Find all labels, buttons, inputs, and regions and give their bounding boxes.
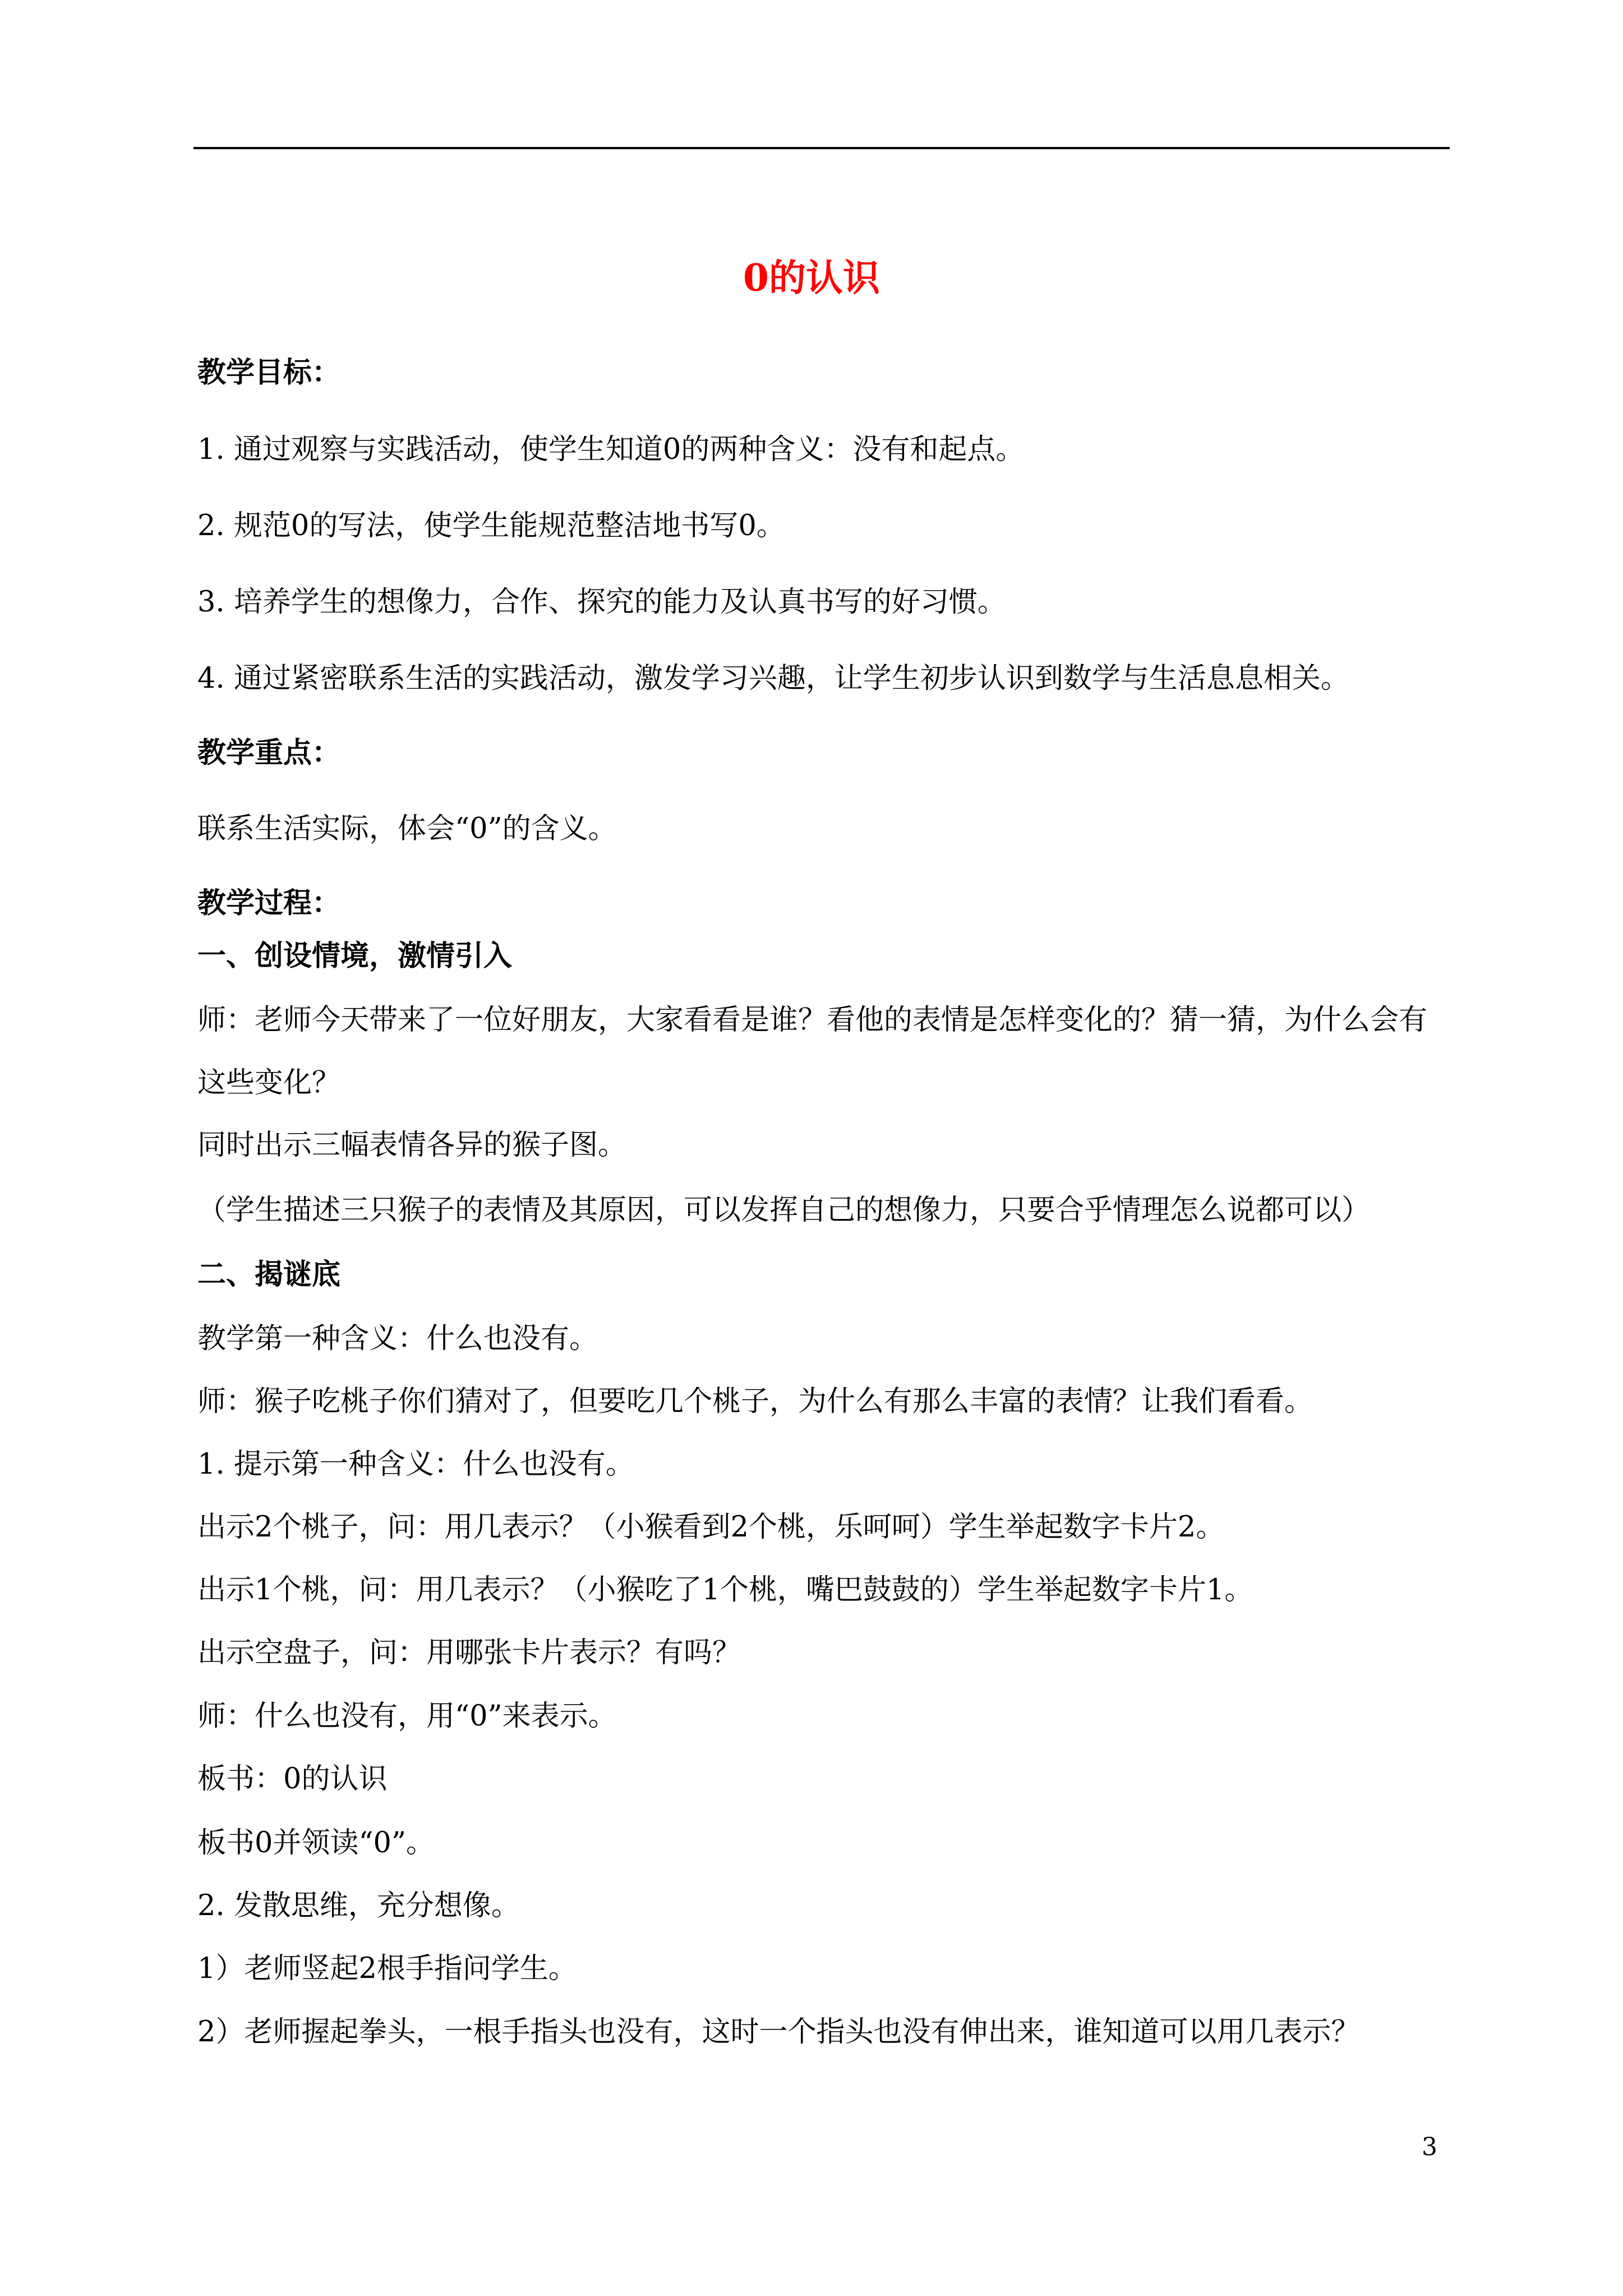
part1-heading: 一、创设情境，激情引入 (197, 939, 513, 973)
paragraph-line: （学生描述三只猴子的表情及其原因，可以发挥自己的想像力，只要合乎情理怎么说都可以） (197, 1194, 1371, 1227)
focus-text: 联系生活实际，体会“0”的含义。 (197, 812, 617, 845)
paragraph-line: 1. 提示第一种含义：什么也没有。 (197, 1448, 634, 1481)
part2-heading: 二、揭谜底 (197, 1258, 341, 1291)
document-title: 0的认识 (743, 256, 880, 300)
paragraph-line: 出示2个桃子，问：用几表示？（小猴看到2个桃，乐呵呵）学生举起数字卡片2。 (197, 1511, 1225, 1544)
paragraph-line: 板书：0的认识 (197, 1763, 388, 1796)
paragraph-line: 2）老师握起拳头，一根手指头也没有，这时一个指头也没有伸出来，谁知道可以用几表示？ (197, 2016, 1360, 2049)
page-number: 3 (1422, 2133, 1437, 2161)
paragraph-line: 师：老师今天带来了一位好朋友，大家看看是谁？看他的表情是怎样变化的？猜一猜，为什么会有 (197, 1004, 1428, 1037)
paragraph-line: 这些变化？ (197, 1066, 341, 1099)
paragraph-line: 出示空盘子，问：用哪张卡片表示？有吗？ (197, 1636, 741, 1669)
goal-item: 3. 培养学生的想像力，合作、探究的能力及认真书写的好习惯。 (197, 586, 1006, 619)
focus-heading: 教学重点： (197, 736, 341, 770)
goals-heading: 教学目标： (197, 356, 341, 389)
paragraph-line: 出示1个桃，问：用几表示？（小猴吃了1个桃，嘴巴鼓鼓的）学生举起数字卡片1。 (197, 1573, 1253, 1607)
paragraph-line: 师：什么也没有，用“0”来表示。 (197, 1700, 617, 1733)
paragraph-line: 板书0并领读“0”。 (197, 1826, 435, 1860)
goal-item: 4. 通过紧密联系生活的实践活动，激发学习兴趣，让学生初步认识到数学与生活息息相关。 (197, 662, 1349, 695)
paragraph-line: 师：猴子吃桃子你们猜对了，但要吃几个桃子，为什么有那么丰富的表情？让我们看看。 (197, 1385, 1313, 1418)
paragraph-line: 2. 发散思维，充分想像。 (197, 1889, 520, 1922)
goal-item: 1. 通过观察与实践活动，使学生知道0的两种含义：没有和起点。 (197, 433, 1025, 466)
paragraph-line: 教学第一种含义：什么也没有。 (197, 1322, 598, 1355)
paragraph-line: 1）老师竖起2根手指问学生。 (197, 1952, 577, 1985)
process-heading: 教学过程： (197, 886, 341, 920)
goal-item: 2. 规范0的写法，使学生能规范整洁地书写0。 (197, 509, 785, 542)
paragraph-line: 同时出示三幅表情各异的猴子图。 (197, 1129, 627, 1162)
header-rule (193, 147, 1450, 149)
